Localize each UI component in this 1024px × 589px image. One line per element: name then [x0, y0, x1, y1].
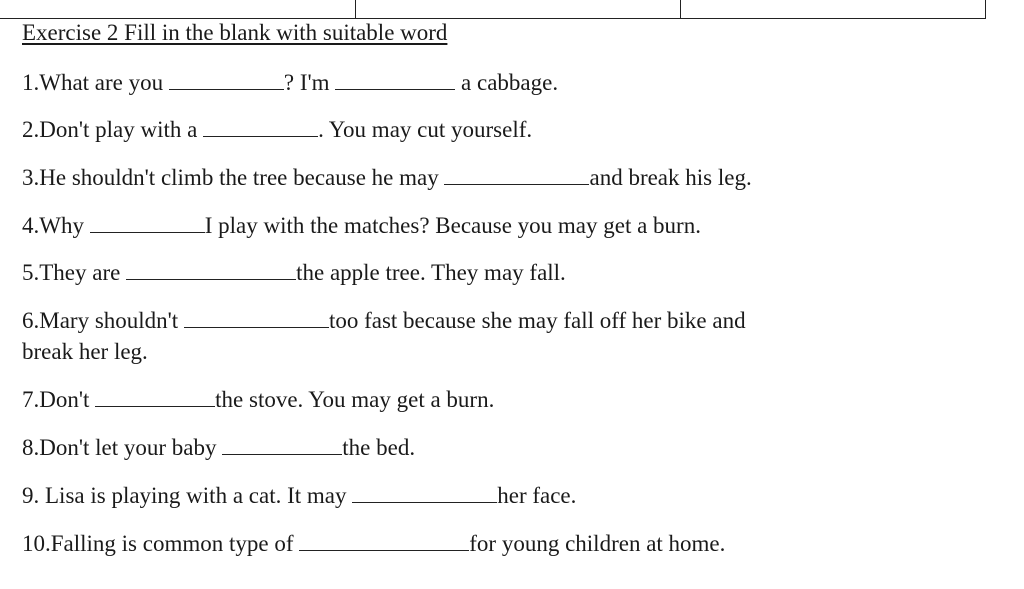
table-top-border [0, 0, 986, 19]
answer-blank[interactable] [203, 118, 318, 137]
question-4: 4.Why I play with the matches? Because you may get a burn. [22, 213, 701, 238]
answer-blank[interactable] [126, 261, 296, 280]
question-6: 6.Mary shouldn't too fast because she may fall off her bike and [22, 308, 746, 333]
question-2: 2.Don't play with a . You may cut yourself. [22, 117, 533, 142]
question-3: 3.He shouldn't climb the tree because he may and break his leg. [22, 165, 752, 190]
question-8: 8.Don't let your baby the bed. [22, 435, 416, 460]
answer-blank[interactable] [222, 436, 342, 455]
answer-blank[interactable] [444, 166, 589, 185]
answer-blank[interactable] [299, 532, 469, 551]
table-column-divider [680, 0, 681, 18]
question-6-continued: break her leg. [22, 339, 148, 364]
question-7: 7.Don't the stove. You may get a burn. [22, 387, 495, 412]
question-10: 10.Falling is common type of for young children at home. [22, 531, 726, 556]
question-9: 9. Lisa is playing with a cat. It may her face. [22, 483, 577, 508]
question-1: 1.What are you ? I'm a cabbage. [22, 70, 559, 95]
question-5: 5.They are the apple tree. They may fall. [22, 260, 566, 285]
table-column-divider [355, 0, 356, 18]
exercise-title: Exercise 2 Fill in the blank with suitable word [22, 20, 448, 45]
answer-blank[interactable] [169, 71, 284, 90]
answer-blank[interactable] [90, 214, 205, 233]
answer-blank[interactable] [335, 71, 455, 90]
answer-blank[interactable] [352, 484, 497, 503]
answer-blank[interactable] [184, 309, 329, 328]
answer-blank[interactable] [95, 388, 215, 407]
